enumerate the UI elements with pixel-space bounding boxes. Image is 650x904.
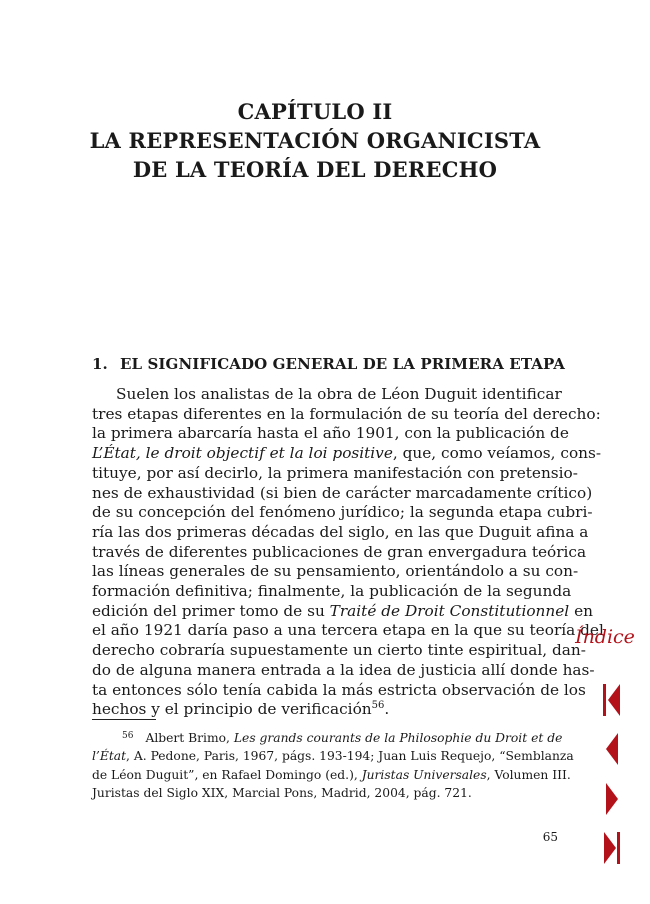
body-line: las líneas generales de su pensamiento, orientándolo a su con- [92, 562, 579, 581]
next-page-button[interactable] [600, 781, 622, 817]
previous-page-icon [600, 731, 622, 767]
body-line: hechos y el principio de verificación$^{56}$. [92, 700, 390, 719]
body-line: derecho cobraría supuestamente un cierto tinte espiritual, dan- [92, 641, 586, 660]
section-heading [92, 355, 572, 373]
body-line: de su concepción del fenómeno jurídico; la segunda etapa cubri- [92, 503, 593, 522]
last-page-icon [600, 830, 622, 866]
chapter-label: CAPÍTULO II [237, 99, 393, 124]
previous-page-button[interactable] [600, 731, 622, 767]
body-line: tres etapas diferentes en la formulación de su teoría del derecho: [92, 404, 601, 423]
first-page-button[interactable] [600, 682, 622, 718]
last-page-button[interactable] [600, 830, 622, 866]
body-line: Suelen los analistas de la obra de Léon Duguit identificar [116, 385, 562, 403]
footnote-line: de Léon Duguit”, en Rafael Domingo (ed.), Juristas Universales, Volumen III. [92, 767, 571, 782]
index-link[interactable]: Índice [575, 626, 635, 648]
book-title-traite: Traité de Droit Constitutionnel [329, 601, 570, 620]
footnote-line: Juristas del Siglo XIX, Marcial Pons, Madrid, 2004, pág. 721. [92, 785, 472, 800]
body-line: el año 1921 daría paso a una tercera etapa en la que su teoría del [92, 621, 604, 640]
body-line: edición del primer tomo de su Traité de Droit Constitutionnel en [92, 601, 593, 620]
section-number: 1. [92, 355, 108, 373]
body-line: la primera abarcaría hasta el año 1901, con la publicación de [92, 424, 569, 443]
book-title-etat: L’État, le droit objectif et la loi positive [92, 444, 393, 463]
body-line: través de diferentes publicaciones de gran envergadura teórica [92, 542, 587, 561]
body-line: tituye, por así decirlo, la primera manifestación con pretensio- [92, 463, 578, 482]
body-paragraph [92, 385, 604, 720]
body-line: formación definitiva; finalmente, la publicación de la segunda [92, 582, 572, 601]
body-line: do de alguna manera entrada a la idea de justicia allí donde has- [92, 660, 595, 679]
body-line: L’État, le droit objectif et la loi positive, que, como veíamos, cons- [92, 444, 602, 463]
footnote [92, 727, 574, 802]
body-line: ta entonces sólo tenía cabida la más estricta observación de los [92, 680, 586, 699]
body-line: ría las dos primeras décadas del siglo, en las que Duguit afina a [92, 522, 589, 541]
first-page-icon [600, 682, 622, 718]
footnote-number: 56 [122, 731, 134, 741]
page-number: 65 [542, 830, 558, 844]
footnote-line: $^{56}$ Albert Brimo, Les grands courants de la Philosophie du Droit et de [122, 731, 563, 745]
chapter-title-line-2: DE LA TEORÍA DEL DERECHO [132, 157, 498, 182]
section-title: EL SIGNIFICADO GENERAL DE LA PRIMERA ETAPA [120, 355, 566, 373]
footnote-divider [92, 719, 156, 720]
footnote-reference[interactable]: 56 [371, 700, 385, 712]
body-line: nes de exhaustividad (si bien de carácter marcadamente crítico) [92, 483, 593, 502]
chapter-heading [60, 97, 570, 184]
chapter-title-line-1: LA REPRESENTACIÓN ORGANICISTA [89, 128, 541, 153]
footnote-line: l’État, A. Pedone, Paris, 1967, págs. 193-194; Juan Luis Requejo, “Semblanza [92, 749, 574, 764]
next-page-icon [600, 781, 622, 817]
